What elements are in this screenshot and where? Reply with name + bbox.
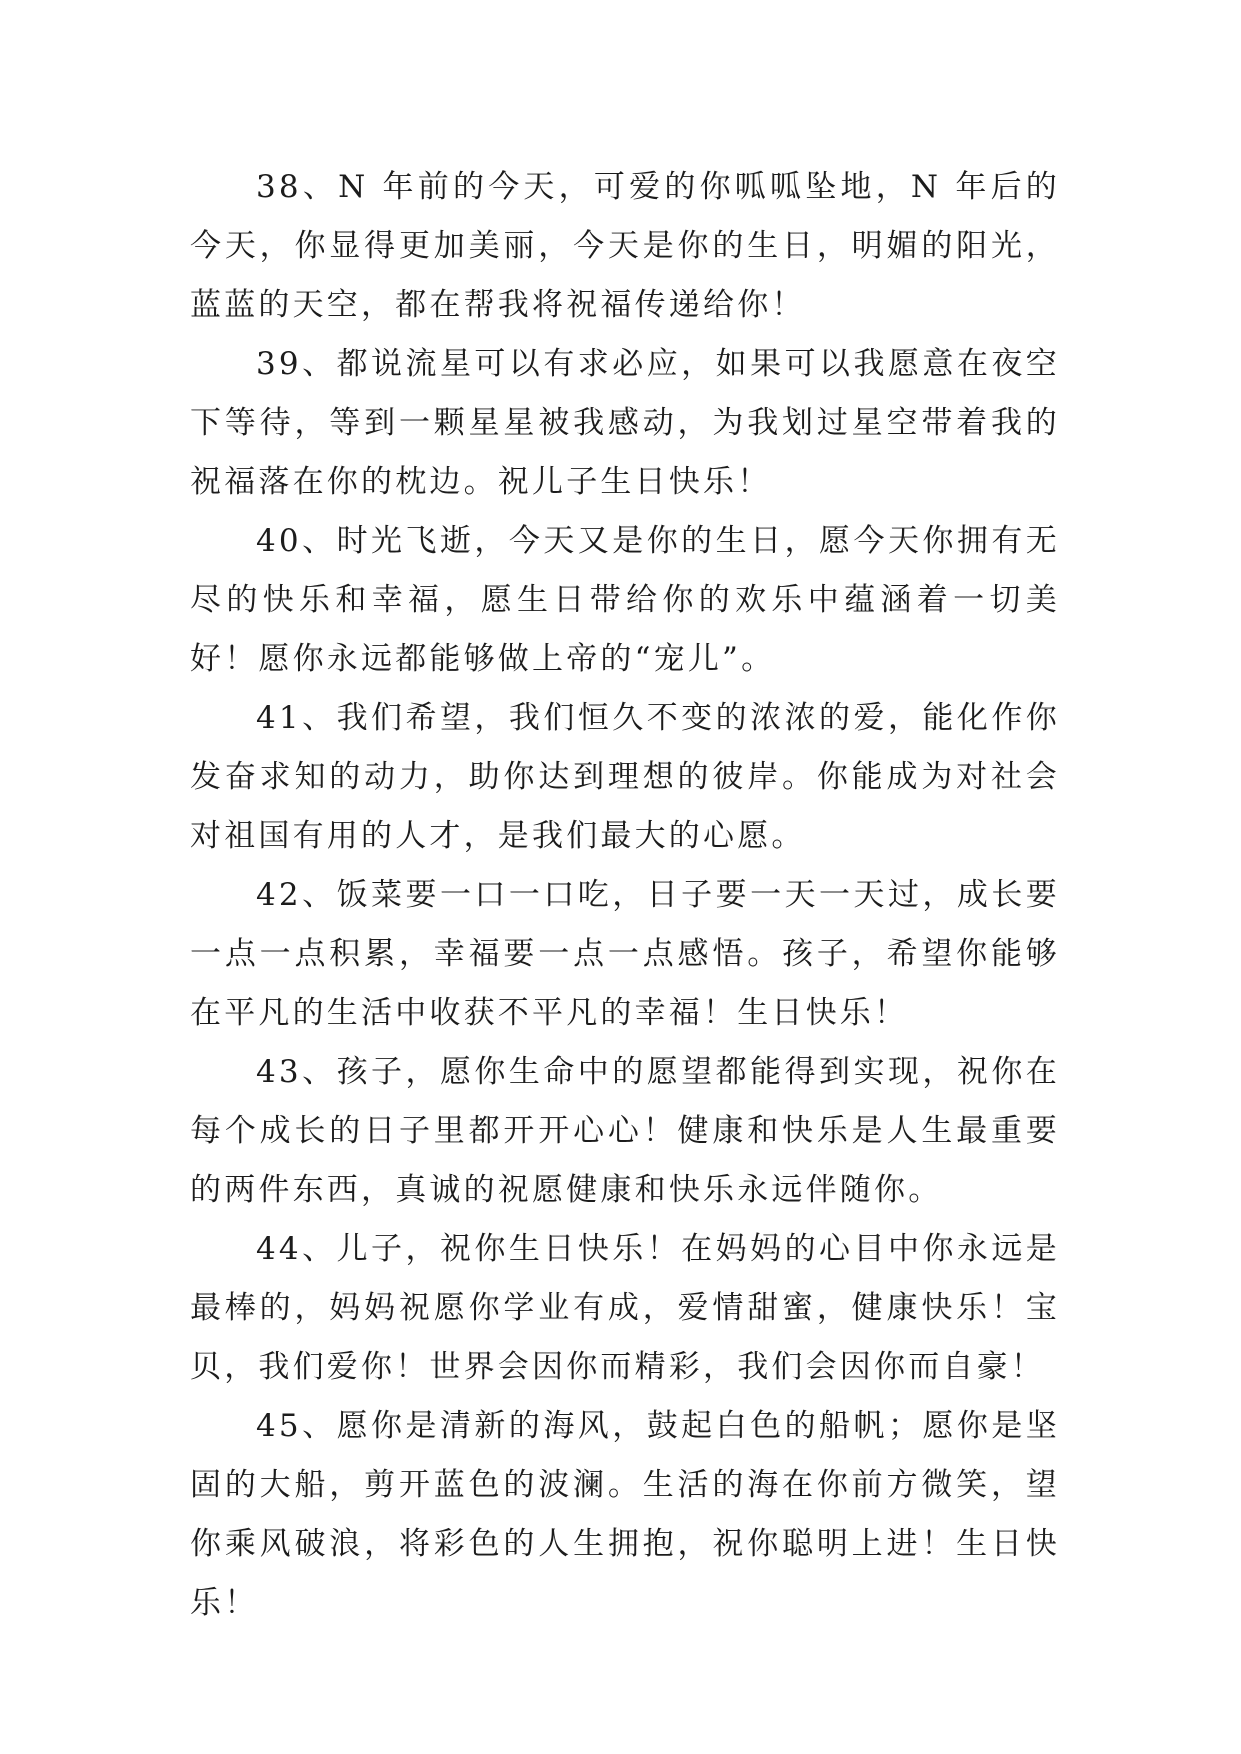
paragraph-40: 40、时光飞逝，今天又是你的生日，愿今天你拥有无尽的快乐和幸福，愿生日带给你的欢乐中蕴涵着一切美好！愿你永远都能够做上帝的“宠儿”。 <box>190 523 1060 677</box>
paragraph-43: 43、孩子，愿你生命中的愿望都能得到实现，祝你在每个成长的日子里都开开心心！健康和快乐是人生最重要的两件东西，真诚的祝愿健康和快乐永远伴随你。 <box>190 1054 1060 1208</box>
paragraph-44: 44、儿子，祝你生日快乐！在妈妈的心目中你永远是最棒的，妈妈祝愿你学业有成，爱情甜蜜，健康快乐！宝贝，我们爱你！世界会因你而精彩，我们会因你而自豪！ <box>190 1231 1060 1385</box>
paragraph-38: 38、N 年前的今天，可爱的你呱呱坠地，N 年后的今天，你显得更加美丽，今天是你的生日，明媚的阳光，蓝蓝的天空，都在帮我将祝福传递给你！ <box>190 169 1060 323</box>
paragraph-45: 45、愿你是清新的海风，鼓起白色的船帆；愿你是坚固的大船，剪开蓝色的波澜。生活的海在你前方微笑，望你乘风破浪，将彩色的人生拥抱，祝你聪明上进！生日快乐！ <box>190 1408 1060 1621</box>
paragraph-41: 41、我们希望，我们恒久不变的浓浓的爱，能化作你发奋求知的动力，助你达到理想的彼岸。你能成为对社会对祖国有用的人才，是我们最大的心愿。 <box>190 700 1060 854</box>
document-body <box>190 158 1060 1633</box>
paragraph-42: 42、饭菜要一口一口吃，日子要一天一天过，成长要一点一点积累，幸福要一点一点感悟。孩子，希望你能够在平凡的生活中收获不平凡的幸福！生日快乐！ <box>190 877 1060 1031</box>
paragraph-39: 39、都说流星可以有求必应，如果可以我愿意在夜空下等待，等到一颗星星被我感动，为我划过星空带着我的祝福落在你的枕边。祝儿子生日快乐！ <box>190 346 1060 500</box>
